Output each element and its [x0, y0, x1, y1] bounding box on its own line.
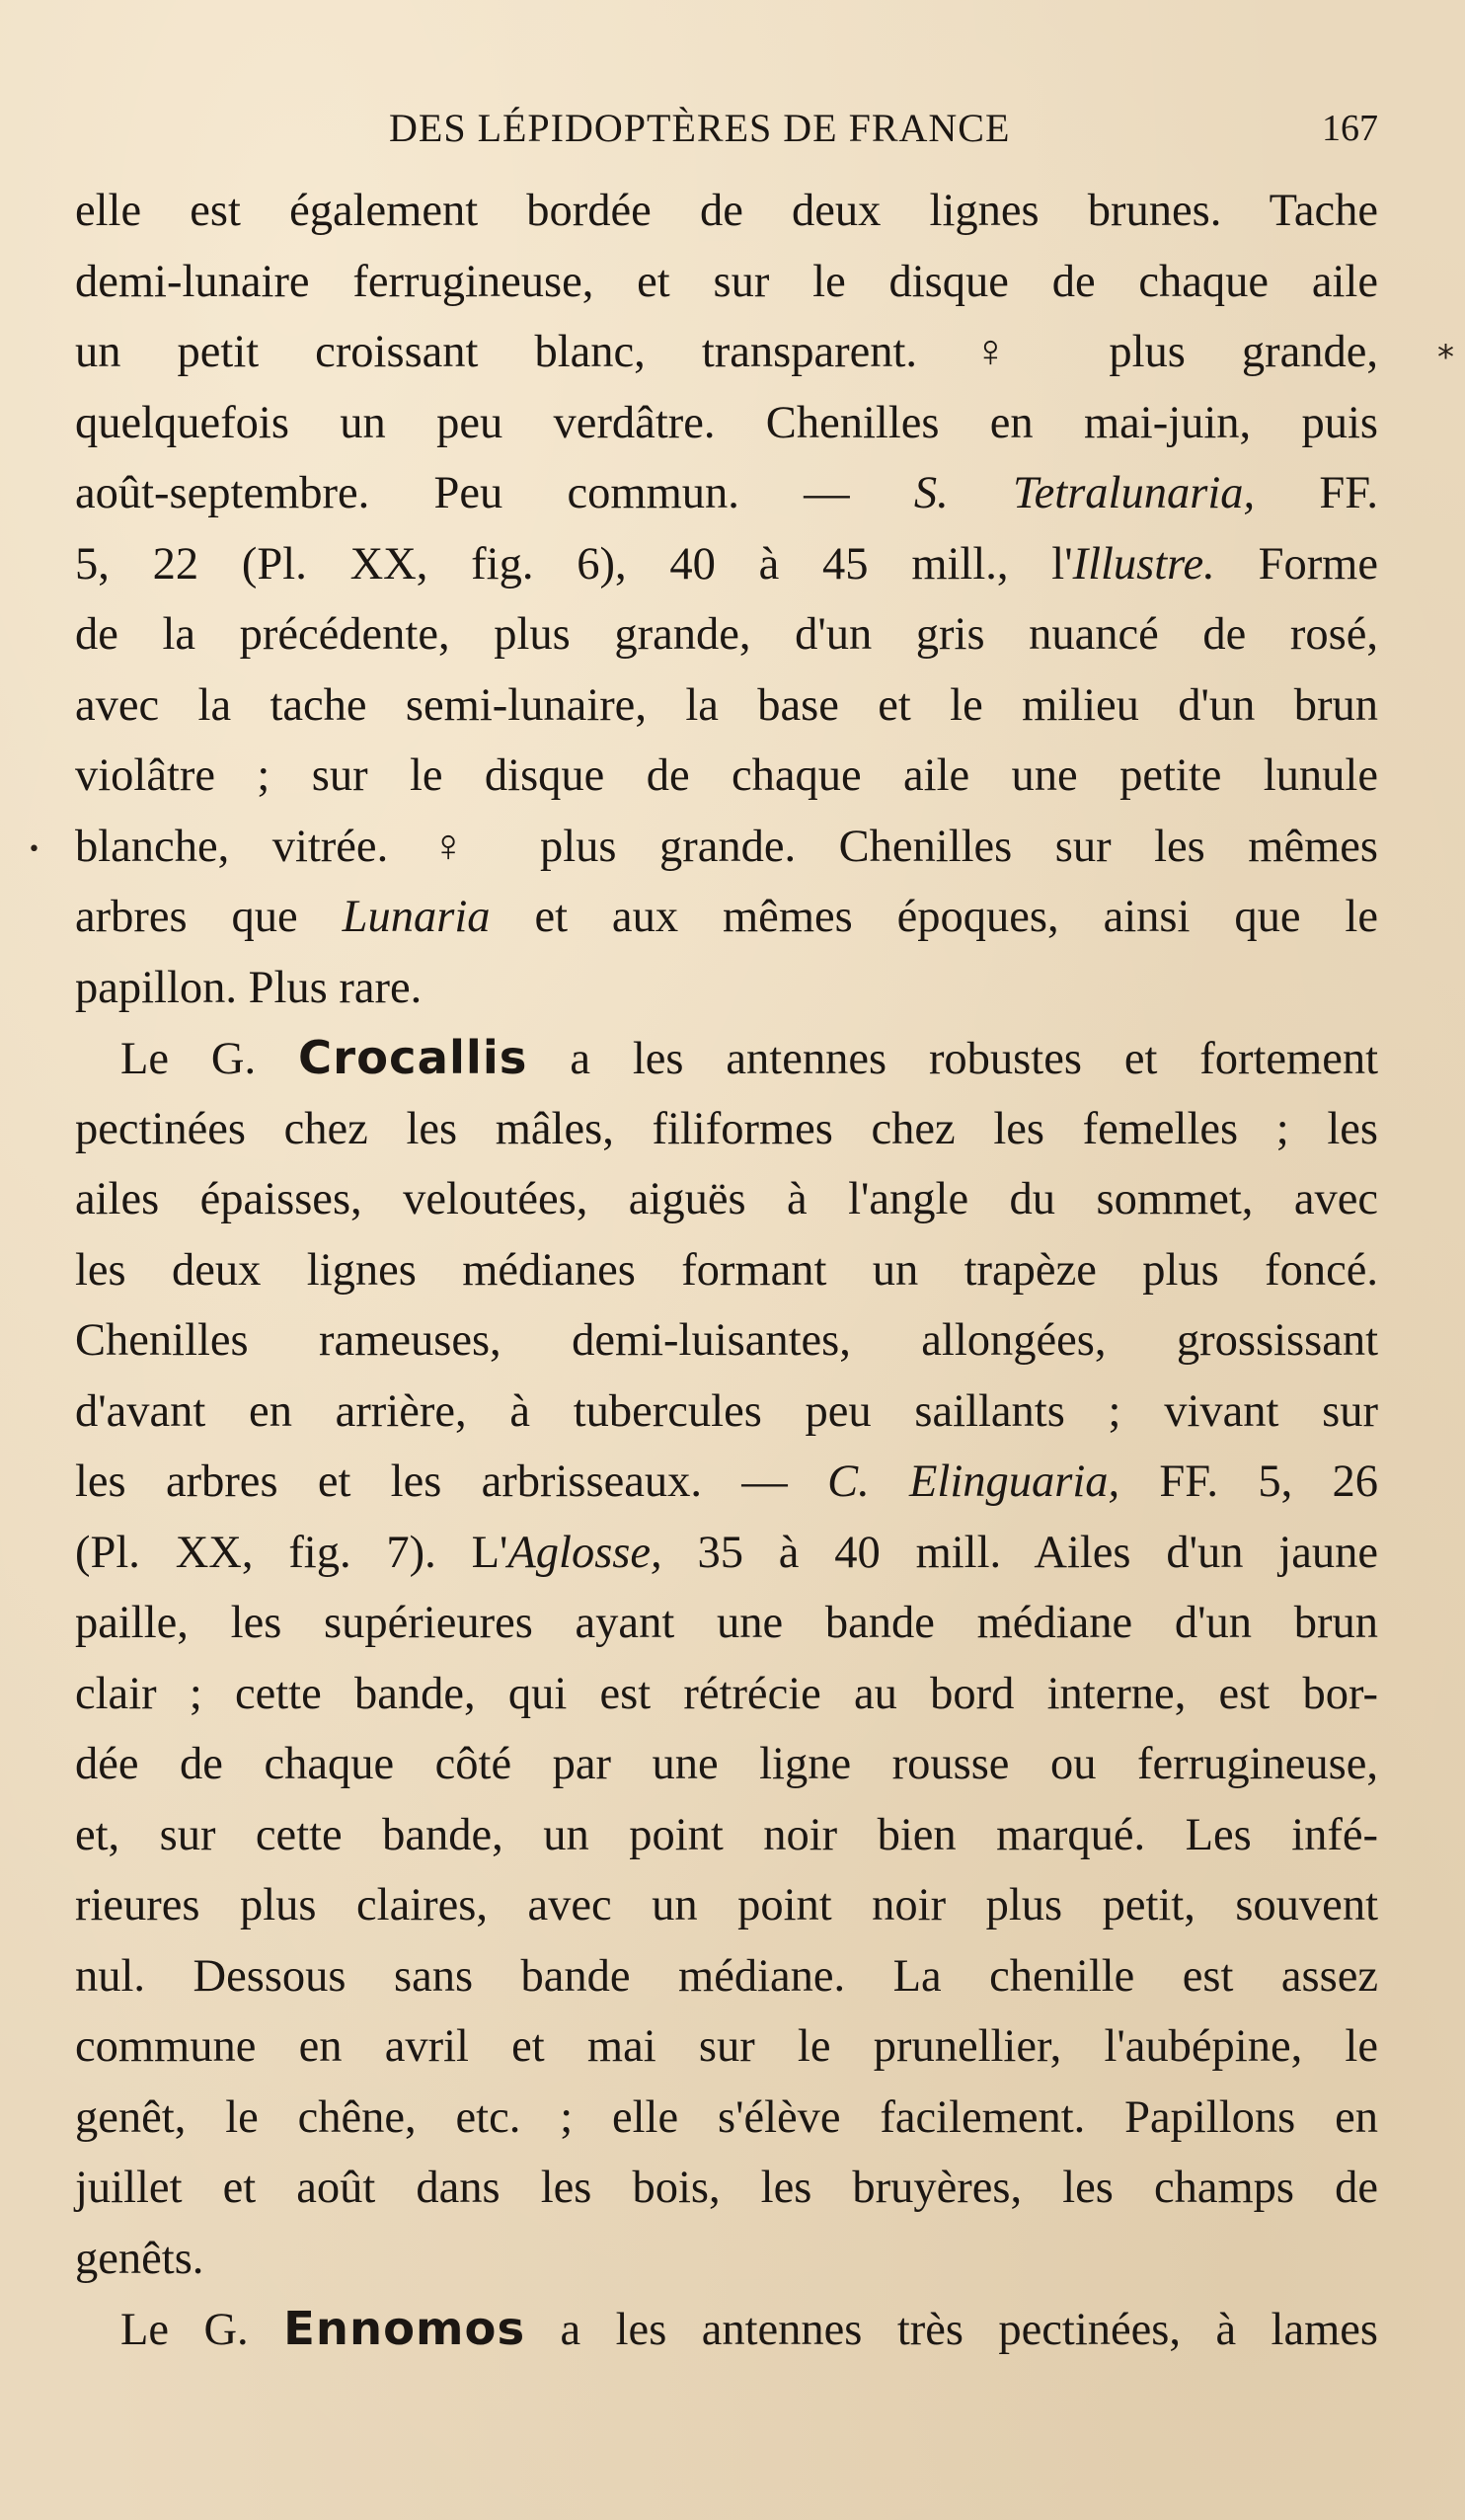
species-name: Lunaria: [342, 892, 491, 942]
text-line: blanche, vitrée. ♀ plus grande. Chenilles sur les mêmes: [75, 821, 1378, 872]
text-line: ailes épaisses, veloutées, aiguës à l'angle du sommet, avec: [75, 1174, 1378, 1224]
text-line: genêt, le chêne, etc. ; elle s'élève facilement. Papillons en: [75, 2091, 1378, 2143]
margin-dot: •: [28, 837, 40, 862]
running-head: [75, 105, 1378, 156]
body-text: [75, 176, 1378, 2365]
genus-name: Ennomos: [283, 2302, 526, 2355]
text-line: commune en avril et mai sur le prunellier, l'aubépine, le: [75, 2021, 1378, 2072]
text-line: (Pl. XX, fig. 7). L'Aglosse, 35 à 40 mill. Ailes d'un jaune: [75, 1527, 1378, 1578]
text-line: arbres que Lunaria et aux mêmes époques, ainsi que le: [75, 892, 1378, 942]
species-name: C. Elinguaria,: [827, 1457, 1120, 1507]
text-line: demi-lunaire ferrugineuse, et sur le disque de chaque aile: [75, 256, 1378, 307]
text-line: papillon. Plus rare.: [75, 962, 423, 1013]
page-number: 167: [1322, 108, 1378, 149]
text-line: avec la tache semi-lunaire, la base et le milieu d'un brun: [75, 679, 1378, 731]
genus-name: Crocallis: [298, 1031, 528, 1084]
text-line: 5, 22 (Pl. XX, fig. 6), 40 à 45 mill., l'Illustre. Forme: [75, 538, 1378, 590]
text-line: quelquefois un peu verdâtre. Chenilles en mai-juin, puis: [75, 397, 1378, 448]
text-line: Le G. Ennomos a les antennes très pectinées, à lames: [120, 2302, 1378, 2355]
margin-asterisk: *: [1437, 338, 1454, 377]
text-line: les deux lignes médianes formant un trapèze plus foncé.: [75, 1244, 1378, 1296]
text-line: de la précédente, plus grande, d'un gris nuancé de rosé,: [75, 609, 1378, 660]
paragraph-ennomos: [75, 2294, 1378, 2365]
text-line: un petit croissant blanc, transparent. ♀ plus grande,: [75, 327, 1378, 377]
text-line: elle est également bordée de deux lignes brunes. Tache: [75, 186, 1378, 236]
text-line: Chenilles rameuses, demi-luisantes, allongées, grossissant: [75, 1315, 1378, 1366]
common-name: Aglosse,: [507, 1527, 662, 1578]
species-name: S. Tetralunaria,: [913, 468, 1256, 518]
text-line: pectinées chez les mâles, filiformes chez les femelles ; les: [75, 1103, 1378, 1154]
text-line: juillet et août dans les bois, les bruyères, les champs de: [75, 2163, 1378, 2213]
text-line: Le G. Crocallis a les antennes robustes et fortement: [120, 1031, 1379, 1084]
text-line: paille, les supérieures ayant une bande médiane d'un brun: [75, 1598, 1378, 1648]
text-line: rieures plus claires, avec un point noir plus petit, souvent: [75, 1880, 1378, 1930]
text-line: d'avant en arrière, à tubercules peu saillants ; vivant sur: [75, 1385, 1378, 1437]
text-line: violâtre ; sur le disque de chaque aile une petite lunule: [75, 750, 1378, 801]
text-line: genêts.: [75, 2233, 204, 2284]
text-line: nul. Dessous sans bande médiane. La chenille est assez: [75, 1950, 1378, 2002]
text-line: août-septembre. Peu commun. — S. Tetralunaria, FF.: [75, 468, 1379, 518]
text-line: clair ; cette bande, qui est rétrécie au bord interne, est bor-: [75, 1668, 1378, 1719]
text-line: dée de chaque côté par une ligne rousse ou ferrugineuse,: [75, 1739, 1378, 1789]
paragraph-crocallis: [75, 1023, 1378, 2294]
common-name: Illustre.: [1072, 538, 1215, 590]
paragraph-tetralunaria: [75, 176, 1378, 1023]
text-line: et, sur cette bande, un point noir bien marqué. Les infé-: [75, 1809, 1378, 1860]
running-title: DES LÉPIDOPTÈRES DE FRANCE: [389, 106, 1011, 150]
text-line: les arbres et les arbrisseaux. — C. Elinguaria, FF. 5, 26: [75, 1457, 1378, 1507]
